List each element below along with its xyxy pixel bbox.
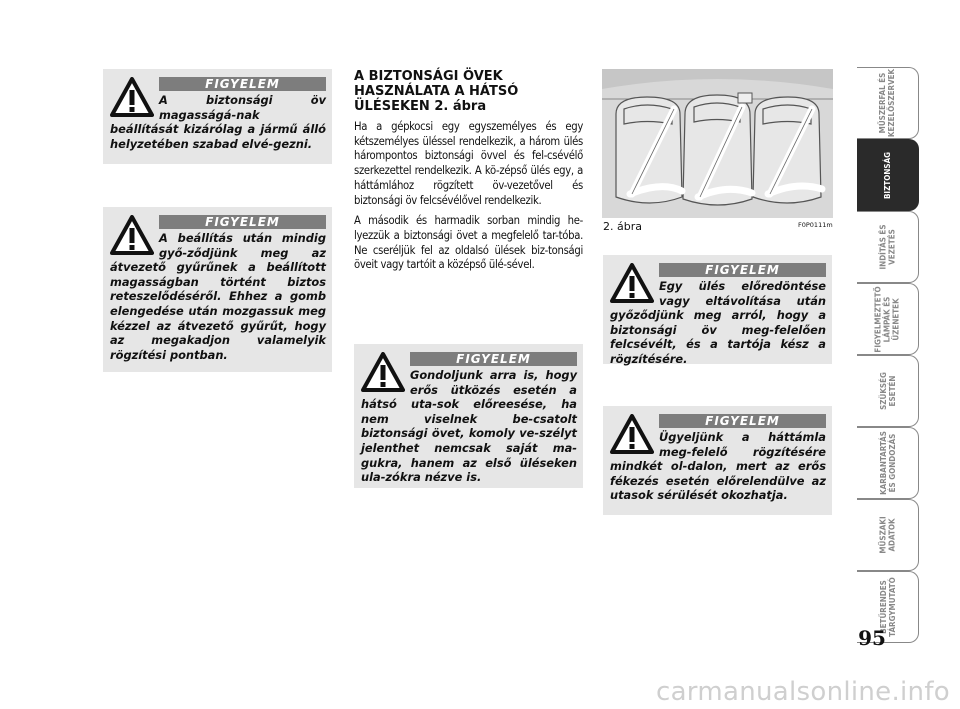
tab-label: SZÜKSÉG ESETÉN [878, 372, 897, 410]
tab-label: BIZTONSÁG [883, 151, 892, 199]
warning-triangle-icon [610, 263, 654, 303]
warning-box-ring-lock [103, 207, 332, 372]
main-text-column [354, 69, 583, 273]
tab-label: KARBANTARTÁS ÉS GONDOZÁS [878, 431, 897, 495]
page-number: 95 [858, 626, 886, 650]
tab-safety[interactable] [857, 139, 919, 211]
rear-seats-seatbelt-figure [602, 69, 833, 218]
tab-label: FIGYELMEZTETŐ LÁMPÁK ÉS ÜZENETEK [874, 285, 902, 353]
figure-caption: 2. ábra [603, 220, 642, 233]
tab-emergency[interactable] [857, 355, 919, 427]
warning-box-height-adjust [103, 69, 332, 164]
tab-technical-data[interactable] [857, 499, 919, 571]
warning-box-rear-passengers [354, 344, 583, 488]
warning-triangle-icon [361, 352, 405, 392]
warning-text: A beállítás után mindig győ-ződjünk meg az átvezető gyűrűnek a beállított magasságban történt biztos reteszelődéséről. Ehhez a gomb elengedése után mozgassuk meg kézzel az átvezető gyűrűt, hogy az megakadjon valamelyik rögzítési pontban. [110, 231, 326, 362]
paragraph: A második és harmadik sorban mindig he-lyezzük a biztonsági övet a megfelelő tar-tóba. Ne cseréljük fel az oldalsó ülések biz-tonsági öveit vagy tartóit a középső ülé-sével. [354, 214, 583, 272]
figure-code: F0P0111m [798, 221, 833, 229]
section-heading: A BIZTONSÁGI ÖVEK HASZNÁLATA A HÁTSÓ ÜLÉSEKEN 2. ábra [354, 69, 519, 114]
warning-triangle-icon [110, 215, 154, 255]
tab-label: MŰSZERFAL ÉS KEZELŐSZERVEK [878, 68, 897, 138]
warning-heading: FIGYELEM [159, 77, 326, 91]
warning-box-backrest-lock [603, 406, 832, 515]
warning-text: Gondoljunk arra is, hogy erős ütközés esetén a hátsó uta-sok előreesése, ha nem viselnek be-csatolt biztonsági övet, komoly ve-szélyt jelenthet nemcsak saját ma-gukra, hanem az első üléseken ula-zókra nézve is. [361, 368, 577, 485]
tab-label: MŰSZAKI ADATOK [878, 516, 897, 554]
tab-warning-lights[interactable] [857, 283, 919, 355]
warning-triangle-icon [610, 414, 654, 454]
tab-maintenance[interactable] [857, 427, 919, 499]
watermark: carmanualsonline.info [655, 677, 950, 707]
warning-text: Egy ülés előredöntése vagy eltávolítása után győződjünk meg arról, hogy a biztonsági öv meg-felelően felcsévélt, és a tartója kész a rögzítésére. [610, 279, 826, 366]
tab-starting-driving[interactable] [857, 211, 919, 283]
warning-text: A biztonsági öv magasságá-nak beállítását kizárólag a jármű álló helyzetében szabad elvé-gezni. [110, 93, 326, 151]
warning-text: Ügyeljünk a háttámla meg-felelő rögzítésére mindkét ol-dalon, mert az erős fékezés esetén előrelendülve az utasok sérülését okozhatja. [610, 430, 826, 503]
warning-box-seat-fold [603, 255, 832, 364]
tab-instruments[interactable] [857, 67, 919, 139]
rear-seats-illustration [602, 69, 833, 218]
paragraph: Ha a gépkocsi egy egyszemélyes és egy kétszemélyes üléssel rendelkezik, a három ülés hárompontos biztonsági övvel és fel-csévélő szerkezettel rendelkezik. A kö-zépső ülés egy, a háttámlához rögzített öv-vezetővel és biztonsági öv felcsévélővel rendelkezik. [354, 120, 583, 207]
warning-heading: FIGYELEM [159, 215, 326, 229]
warning-heading: FIGYELEM [410, 352, 577, 366]
warning-triangle-icon [110, 77, 154, 117]
warning-heading: FIGYELEM [659, 263, 826, 277]
tab-label: BETŰRENDES TÁRGYMUTATÓ [878, 577, 897, 637]
tab-label: INDÍTÁS ÉS VEZETÉS [878, 224, 897, 270]
warning-heading: FIGYELEM [659, 414, 826, 428]
